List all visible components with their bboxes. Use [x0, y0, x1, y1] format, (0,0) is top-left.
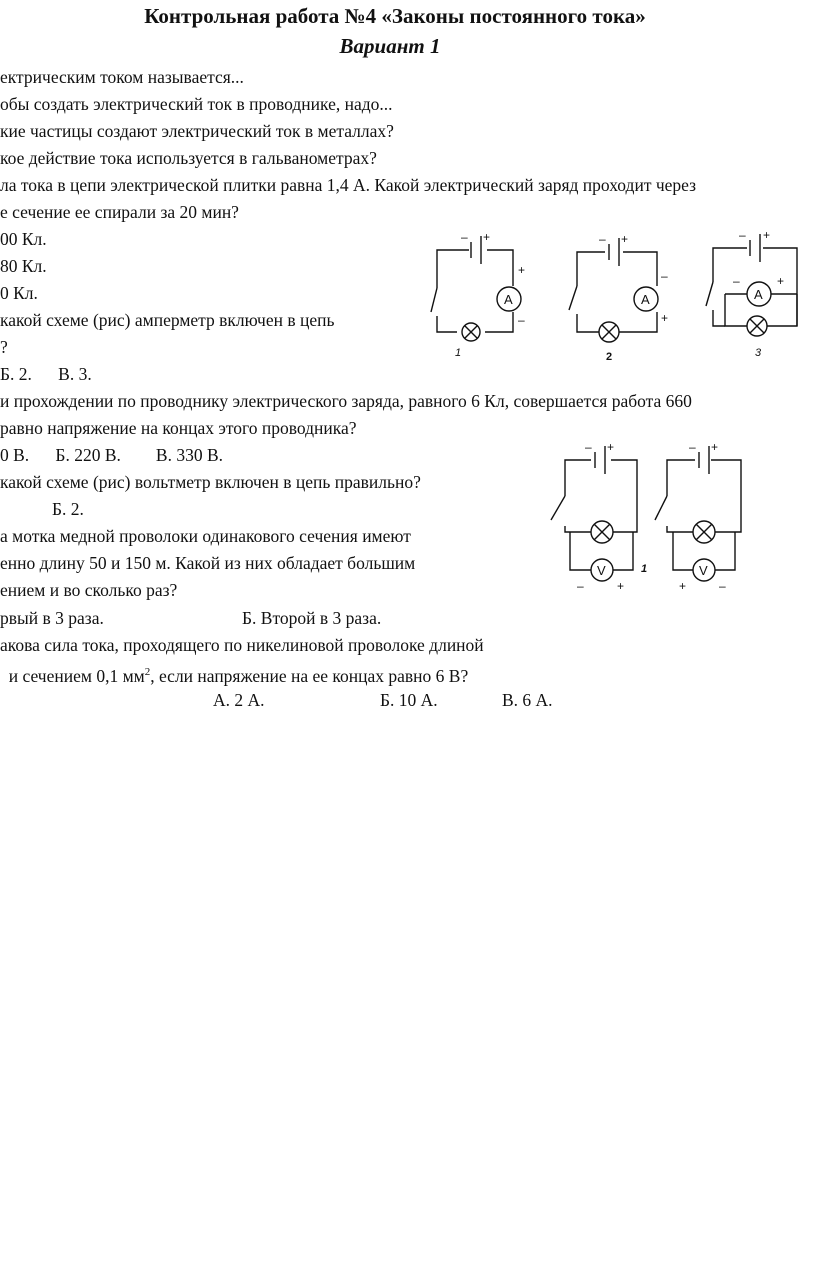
meter-label: A: [504, 292, 513, 307]
circuit-diagram-2: [569, 232, 668, 363]
question-text: и сечением 0,1 мм: [8, 665, 145, 686]
answer-option: Б. 2.: [52, 499, 84, 519]
question-line: какой схеме (рис) амперметр включен в цепь: [0, 310, 335, 330]
plus-sign: +: [483, 230, 491, 244]
question-text: , если напряжение на ее концах равно 6 В?: [150, 665, 469, 686]
ammeter-circuits-figure: [425, 230, 815, 365]
minus-sign: –: [518, 313, 525, 327]
answer-options: 0 В. Б. 220 В. В. 330 В.: [0, 445, 223, 465]
minus-sign: –: [733, 274, 740, 288]
circuit-diagram-1: [431, 230, 525, 359]
minus-sign: –: [719, 579, 726, 593]
circuit-number: 1: [455, 347, 462, 359]
question-line: равно напряжение на концах этого проводника?: [0, 418, 357, 438]
question-line: кие частицы создают электрический ток в металлах?: [0, 121, 394, 141]
question-line: кое действие тока используется в гальванометрах?: [0, 148, 377, 168]
minus-sign: –: [585, 440, 592, 454]
question-line: акова сила тока, проходящего по никелиновой проволоке длиной: [0, 635, 484, 655]
minus-sign: –: [599, 232, 606, 246]
meter-label: A: [641, 292, 650, 307]
question-line: ектрическим током называется...: [0, 67, 244, 87]
question-line: енно длину 50 и 150 м. Какой из них обладает большим: [0, 553, 416, 573]
question-line: ением и во сколько раз?: [0, 580, 178, 600]
minus-sign: –: [689, 440, 696, 454]
question-line: ла тока в цепи электрической плитки равна 1,4 А. Какой электрический заряд проходит через: [0, 175, 697, 195]
plus-sign: +: [518, 263, 526, 277]
minus-sign: –: [661, 269, 668, 283]
minus-sign: –: [577, 579, 584, 593]
plus-sign: +: [621, 232, 629, 246]
answer-option: А. 2 А.: [213, 690, 265, 710]
circuit-number: 3: [755, 347, 762, 359]
answer-option: 0 Кл.: [0, 283, 38, 303]
circuit-number: 1: [641, 563, 648, 575]
answer-options: Б. 2. В. 3.: [0, 364, 92, 384]
page-title: Контрольная работа №4 «Законы постоянного тока»: [144, 4, 646, 28]
answer-option: 00 Кл.: [0, 229, 47, 249]
plus-sign: +: [617, 579, 625, 593]
answer-option: рвый в 3 раза.: [0, 608, 104, 628]
question-line: ?: [0, 337, 8, 357]
superscript: 2: [144, 666, 151, 678]
circuit-diagram-1: [551, 440, 647, 593]
plus-sign: +: [777, 274, 785, 288]
question-line: [0, 661, 468, 687]
meter-label: A: [754, 287, 763, 302]
answer-option: Б. Второй в 3 раза.: [242, 608, 382, 628]
answer-option: 80 Кл.: [0, 256, 47, 276]
question-line: какой схеме (рис) вольтметр включен в цепь правильно?: [0, 472, 421, 492]
circuit-number: 2: [606, 351, 613, 363]
plus-sign: +: [679, 579, 687, 593]
question-line: и прохождении по проводнику электрического заряда, равного 6 Кл, совершается работа 660: [0, 391, 692, 411]
plus-sign: +: [607, 440, 615, 454]
circuit-diagram-3: [706, 228, 797, 359]
circuit-diagram-2: [655, 440, 741, 593]
meter-label: V: [597, 563, 606, 578]
answer-option: В. 6 А.: [502, 690, 553, 710]
answer-option: Б. 10 А.: [380, 690, 438, 710]
question-line: е сечение ее спирали за 20 мин?: [0, 202, 239, 222]
minus-sign: –: [461, 230, 468, 244]
plus-sign: +: [661, 311, 669, 325]
minus-sign: –: [739, 228, 746, 242]
voltmeter-circuits-figure: [545, 440, 755, 595]
variant-subtitle: Вариант 1: [339, 34, 441, 58]
meter-label: V: [699, 563, 708, 578]
question-line: обы создать электрический ток в проводнике, надо...: [0, 94, 393, 114]
question-line: а мотка медной проволоки одинакового сечения имеют: [0, 526, 411, 546]
plus-sign: +: [763, 228, 771, 242]
plus-sign: +: [711, 440, 719, 454]
